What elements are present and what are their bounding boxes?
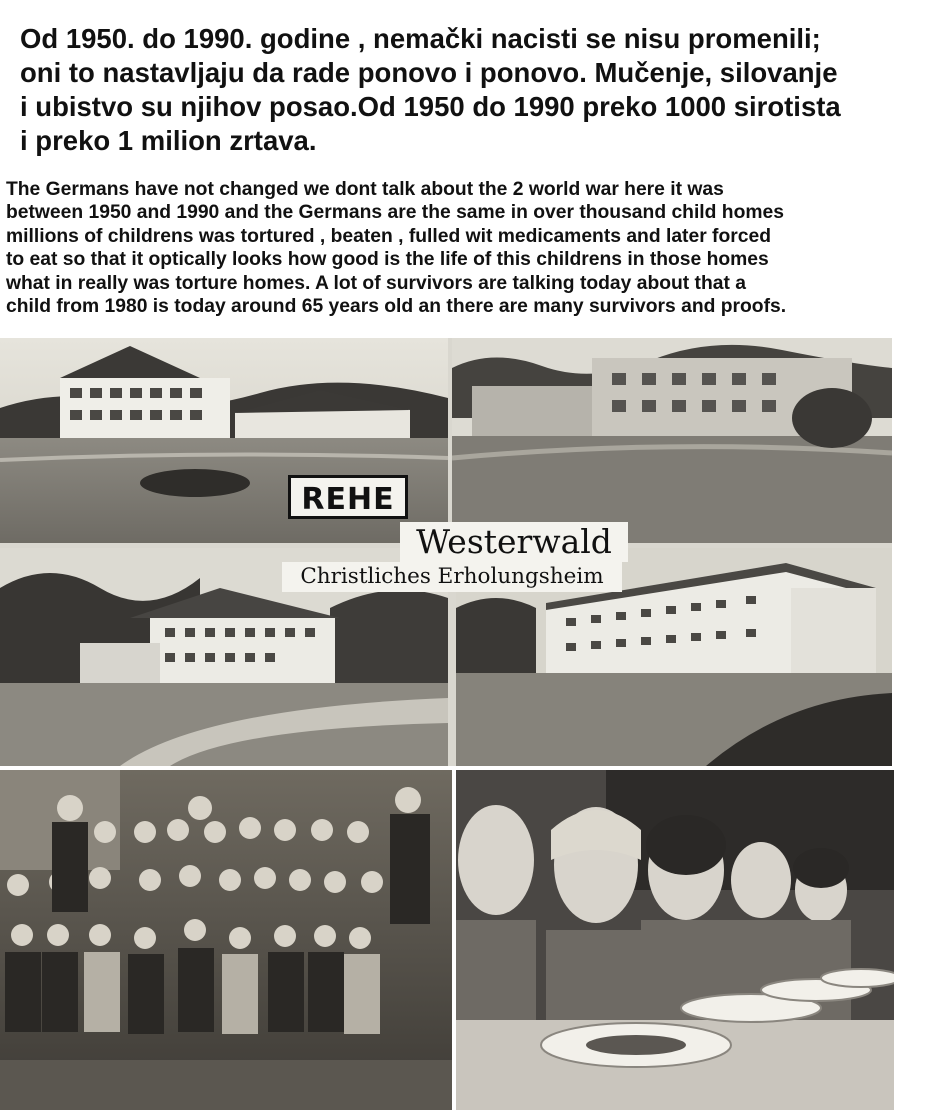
body-line: The Germans have not changed we dont talk about the 2 world war here it was bbox=[6, 179, 724, 200]
postcard-logo: REHE bbox=[288, 475, 408, 519]
body-text bbox=[6, 178, 948, 318]
photo-children-group bbox=[0, 770, 452, 1110]
headline-line: Od 1950. do 1990. godine , nemački nacisti se nisu promenili; bbox=[20, 23, 821, 54]
body-line: between 1950 and 1990 and the Germans are the same in over thousand child homes bbox=[6, 202, 784, 224]
body-line: child from 1980 is today around 65 years old an there are many survivors and proofs. bbox=[6, 296, 787, 318]
headline bbox=[20, 22, 930, 158]
postcard-title: Westerwald bbox=[400, 522, 628, 562]
photo-children-table bbox=[456, 770, 894, 1110]
headline-line: oni to nastavljaju da rade ponovo i ponovo. Mučenje, silovanje bbox=[20, 57, 838, 88]
headline-line: i preko 1 milion zrtava. bbox=[20, 125, 317, 156]
body-line: millions of childrens was tortured , beaten , fulled wit medicaments and later forced bbox=[6, 225, 771, 247]
body-line: to eat so that it optically looks how good is the life of this childrens in those homes bbox=[6, 249, 769, 271]
photo-building-top-right bbox=[452, 338, 892, 543]
body-line: what in really was torture homes. A lot of survivors are talking today about that a bbox=[6, 272, 746, 294]
postcard-subtitle: Christliches Erholungsheim bbox=[282, 562, 622, 592]
headline-line: i ubistvo su njihov posao.Od 1950 do 1990 preko 1000 sirotista bbox=[20, 91, 841, 122]
